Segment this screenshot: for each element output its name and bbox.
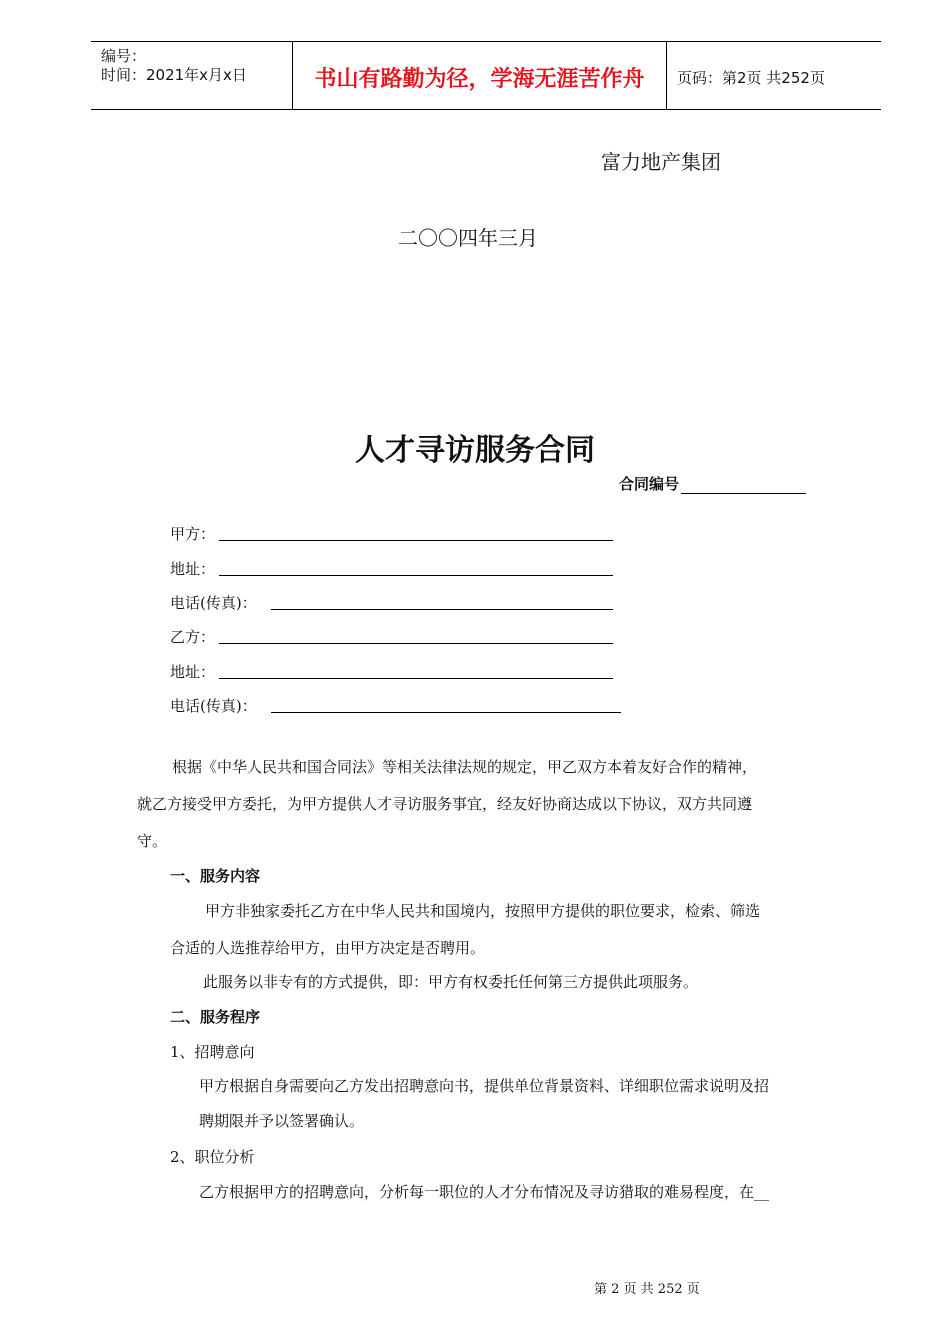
contract-title: 人才寻访服务合同 [355,433,595,468]
field-label: 乙方： [170,628,216,646]
party-a-phone-field [170,592,257,613]
party-a-phone-blank[interactable] [271,609,613,610]
item-2-heading: 2、职位分析 [170,1148,255,1166]
intro-line-1: 根据《中华人民共和国合同法》等相关法律法规的规定，甲乙双方本着友好合作的精神， [172,758,758,776]
contract-number-label: 合同编号 [619,475,680,493]
intro-line-2: 就乙方接受甲方委托，为甲方提供人才寻访服务事宜，经友好协商达成以下协议，双方共同遵 [137,795,753,813]
item-1-heading: 1、招聘意向 [170,1043,255,1061]
company-name: 富力地产集团 [601,150,721,174]
party-b-phone-blank[interactable] [271,712,621,713]
page-footer: 第 2 页 共 252 页 [594,1282,700,1297]
section-1-heading: 一、服务内容 [170,867,261,885]
item-2-line-1: 乙方根据甲方的招聘意向，分析每一职位的人才分布情况及寻访猎取的难易程度，在__ [199,1183,770,1201]
header-page-cell [666,42,881,109]
header-motto-cell [292,42,667,109]
party-b-phone-field [170,695,257,716]
item-1-line-2: 聘期限并予以签署确认。 [199,1112,365,1130]
header-number-label: 编号： [101,47,147,65]
page-header [91,41,881,110]
header-motto: 书山有路勤为径，学海无涯苦作舟 [314,66,645,92]
cover-date: 二〇〇四年三月 [398,226,538,250]
party-a-field [170,523,215,544]
contract-number [619,473,806,494]
party-b-address-blank[interactable] [219,678,613,679]
header-meta-cell [91,42,292,109]
section-1-para-1-line-1: 甲方非独家委托乙方在中华人民共和国境内，按照甲方提供的职位要求，检索、筛选 [205,902,761,920]
party-a-address-blank[interactable] [219,575,613,576]
section-2-heading: 二、服务程序 [170,1008,261,1026]
field-label: 电话(传真)： [170,594,257,612]
field-label: 电话(传真)： [170,697,257,715]
party-b-field [170,626,215,647]
intro-line-3: 守。 [137,832,168,850]
party-a-blank[interactable] [219,540,613,541]
section-1-para-2: 此服务以非专有的方式提供，即：甲方有权委托任何第三方提供此项服务。 [203,973,699,991]
field-label: 甲方： [170,525,216,543]
header-page-info: 页码：第2页 共252页 [677,69,825,87]
party-b-blank[interactable] [219,643,613,644]
field-label: 地址： [170,560,216,578]
header-time-label: 时间：2021年x月x日 [101,66,247,84]
party-b-address-field [170,661,215,682]
item-1-line-1: 甲方根据自身需要向乙方发出招聘意向书，提供单位背景资料、详细职位需求说明及招 [199,1077,770,1095]
contract-number-blank[interactable] [681,477,806,494]
field-label: 地址： [170,663,216,681]
party-a-address-field [170,558,215,579]
section-1-para-1-line-2: 合适的人选推荐给甲方，由甲方决定是否聘用。 [170,939,486,957]
